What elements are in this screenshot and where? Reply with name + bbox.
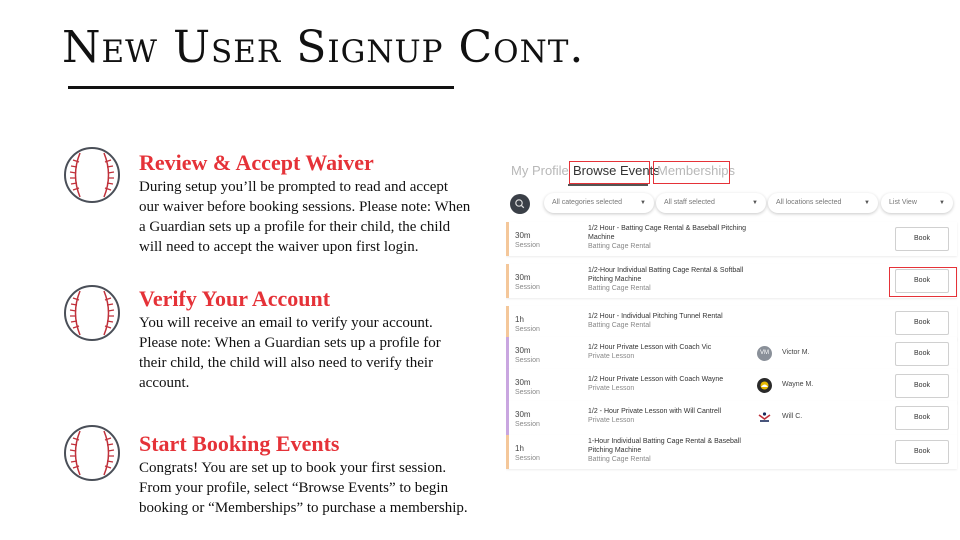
event-details: 1/2 Hour Private Lesson with Coach Wayne Private Lesson [588, 376, 724, 392]
book-button[interactable]: Book [895, 440, 949, 464]
step-heading-waiver: Review & Accept Waiver [139, 150, 374, 175]
event-row [506, 401, 957, 435]
step-body-waiver: During setup you’ll be prompted to read and accept our waiver before booking sessions. Please note: When a Guardian sets up a profile for their child, the child will need to accept the waiver upon first login. [139, 179, 471, 255]
location-filter[interactable]: All locations selected ▼ [768, 193, 878, 213]
event-details: 1-Hour Individual Batting Cage Rental & Baseball Pitching Machine Batting Cage Rental [588, 438, 741, 463]
staff-name: Will C. [782, 413, 803, 420]
avatar: VM [757, 346, 772, 361]
active-tab-indicator [568, 184, 648, 186]
event-details: 1/2 Hour - Individual Pitching Tunnel Rental Batting Cage Rental [588, 313, 723, 329]
event-duration: 30m Session [515, 346, 540, 364]
event-details: 1/2-Hour Individual Batting Cage Rental & Softball Pitching Machine Batting Cage Rental [588, 267, 744, 292]
event-duration: 30m Session [515, 273, 540, 291]
step-body-booking: Congrats! You are set up to book your first session. From your profile, select “Browse Events” to begin booking or “Memberships” to purchase a membership. [139, 460, 468, 516]
profile-tabs [506, 159, 960, 187]
chevron-down-icon: ▼ [939, 200, 945, 206]
baseball-icon [63, 146, 121, 204]
baseball-icon [63, 284, 121, 342]
book-button[interactable]: Book [895, 374, 949, 398]
view-mode-select[interactable]: List View ▼ [881, 193, 953, 213]
event-row [506, 435, 957, 469]
search-button[interactable] [510, 194, 530, 214]
event-row [506, 222, 957, 256]
filter-bar [506, 191, 960, 217]
highlight-box-browse-events [569, 161, 650, 184]
event-duration: 30m Session [515, 378, 540, 396]
tab-memberships[interactable]: Memberships [657, 163, 736, 178]
event-row [506, 369, 957, 403]
event-duration: 30m Session [515, 231, 540, 249]
event-details: 1/2 Hour Private Lesson with Coach Vic Private Lesson [588, 344, 712, 360]
staff-filter[interactable]: All staff selected ▼ [656, 193, 766, 213]
chevron-down-icon: ▼ [752, 200, 758, 206]
step-heading-verify: Verify Your Account [139, 286, 331, 311]
search-icon [510, 194, 530, 214]
baseball-icon [63, 424, 121, 482]
staff-name: Victor M. [782, 349, 810, 356]
event-duration: 1h Session [515, 444, 540, 462]
book-button[interactable]: Book [895, 342, 949, 366]
event-duration: 30m Session [515, 410, 540, 428]
book-button[interactable]: Book [895, 227, 949, 251]
avatar [757, 378, 772, 393]
chevron-down-icon: ▼ [864, 200, 870, 206]
staff-info [757, 346, 847, 362]
team-logo-icon [757, 410, 772, 425]
highlight-box-memberships [653, 161, 730, 184]
chevron-down-icon: ▼ [640, 200, 646, 206]
team-logo-icon [757, 378, 772, 393]
event-duration: 1h Session [515, 315, 540, 333]
tab-browse-events[interactable]: Browse Events [573, 163, 660, 178]
book-button[interactable]: Book [895, 406, 949, 430]
highlight-box-book [889, 267, 957, 297]
event-details: 1/2 - Hour Private Lesson with Will Cantrell Private Lesson [588, 408, 722, 424]
book-button[interactable]: Book [895, 269, 949, 293]
step-body-verify: You will receive an email to verify your account. Please note: When a Guardian sets up a profile for their child, the child will also need to verify their account. [139, 315, 441, 391]
avatar [757, 410, 772, 425]
staff-info [757, 378, 847, 394]
staff-name: Wayne M. [782, 381, 814, 388]
event-row [506, 337, 957, 371]
event-row [506, 306, 957, 340]
book-button[interactable]: Book [895, 311, 949, 335]
slide-title: New User Signup Cont. [62, 22, 585, 73]
title-underline [68, 86, 454, 89]
step-heading-booking: Start Booking Events [139, 431, 340, 456]
tab-my-profile[interactable]: My Profile [511, 163, 569, 178]
category-filter[interactable]: All categories selected ▼ [544, 193, 654, 213]
event-details: 1/2 Hour - Batting Cage Rental & Baseball Pitching Machine Batting Cage Rental [588, 225, 746, 250]
staff-info [757, 410, 847, 426]
booking-app-screenshot [506, 155, 960, 475]
